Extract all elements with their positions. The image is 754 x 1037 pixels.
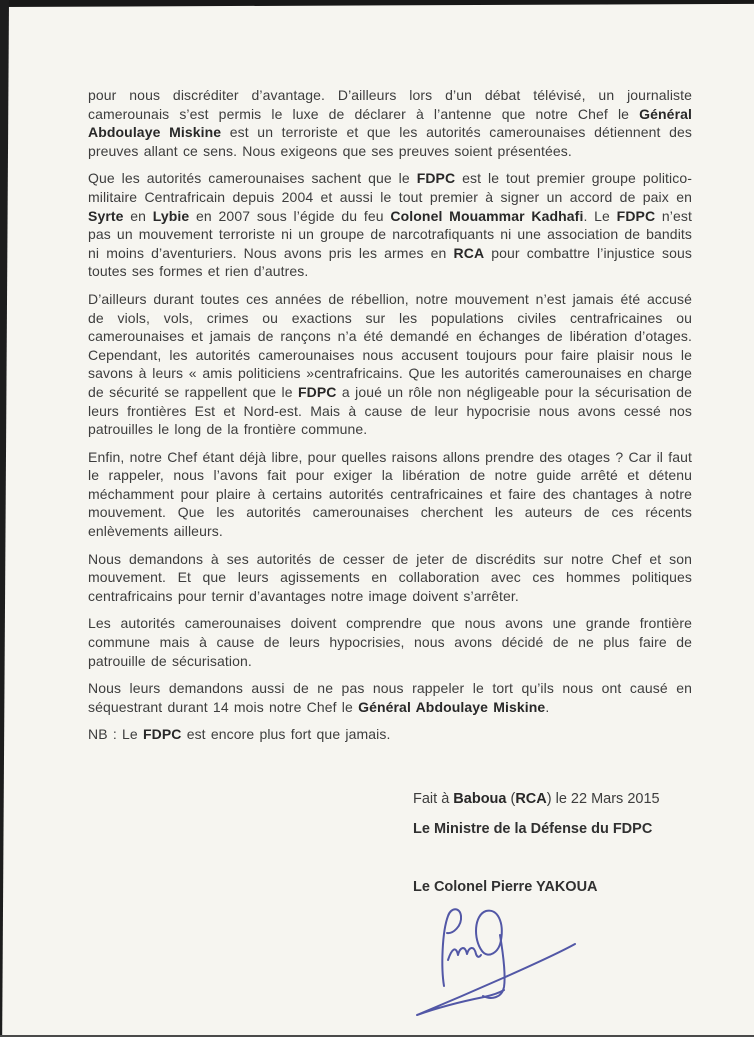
paragraph-fdpc-history: Que les autorités camerounaises sachent que le FDPC est le tout premier groupe politico-militaire Centrafricain depuis 2004 et aussi le tout premier à signer un accord de paix en Syrte en Lybie en 2007 sous l’égide du feu Colonel Mouammar Kadhafi. Le FDPC n’est pas un mouvement terroriste ni un groupe de narcotrafiquants ni une association de bandits ni moins d’aventuriers. Nous avons pris les armes en RCA pour combattre l’injustice sous toutes ses formes et rien d’autres. [88, 170, 693, 280]
paragraph-discredit: pour nous discréditer d’avantage. D’ailleurs lors d’un débat télévisé, un journaliste camerounais s’est permis le luxe de déclarer à l’antenne que notre Chef le Général Abdoulaye Miskine est un terroriste et que les autorités camerounaises détiennent des preuves allant ce sens. Nous exigeons que ses preuves soient présentées. [88, 87, 692, 159]
signatory-title: Le Ministre de la Défense du FDPC [413, 821, 653, 837]
paragraph-sequestration: Nous leurs demandons aussi de ne pas nous rappeler le tort qu’ils nous ont causé en séquestrant durant 14 mois notre Chef le Général Abdoulaye Miskine. [88, 680, 692, 715]
letter-body [88, 86, 692, 753]
handwritten-signature-icon [403, 898, 590, 1030]
paragraph-border: Les autorités camerounaises doivent comprendre que nous avons une grande frontière commune mais à cause de leurs hypocrisies, nous avons décidé de ne plus faire de patrouille de sécurisation. [88, 615, 692, 669]
signatory-name: Le Colonel Pierre YAKOUA [413, 879, 598, 895]
paragraph-hostages: Enfin, notre Chef étant déjà libre, pour quelles raisons allons prendre des otages ? Car il faut le rappeler, nous l’avons fait pour exiger la libération de notre guide arrêté et détenu méchamment pour plaire à certains autorités centrafricaines et faire des chantages à notre mouvement. Que les autorités camerounaises cherchent les auteurs de ces récents enlèvements ailleurs. [88, 448, 692, 540]
scan-edge-top [0, 0, 754, 7]
paragraph-demand-stop: Nous demandons à ses autorités de cesser de jeter de discrédits sur notre Chef et son mouvement. Et que leurs agissements en collaboration avec ces hommes politiques centrafricains pour ternir d’avantages notre image doivent s’arrêter. [88, 550, 692, 604]
nb-line: NB : Le FDPC est encore plus fort que jamais. [88, 726, 391, 743]
dateline: Fait à Baboua (RCA) le 22 Mars 2015 [413, 791, 660, 807]
paragraph-rebellion-years: D’ailleurs durant toutes ces années de rébellion, notre mouvement n’est jamais été accusé de viols, vols, crimes ou exactions sur les populations civiles centrafricaines ou camerounaises et jamais de rançons n’a été demandé en échanges de libération d’otages. Cependant, les autorités camerounaises nous accusent toujours pour faire plaisir nous le savons à leurs « amis politiciens »centrafricains. Que les autorités camerounaises en charge de sécurité se rappellent que le FDPC a joué un rôle non négligeable pour la sécurisation de leurs frontières Est et Nord-est. Mais à cause de leur hypocrisie nous avons cessé nos patrouilles le long de la frontière commune. [88, 290, 692, 438]
closing-block [413, 790, 713, 896]
scan-edge-left [0, 0, 9, 1037]
